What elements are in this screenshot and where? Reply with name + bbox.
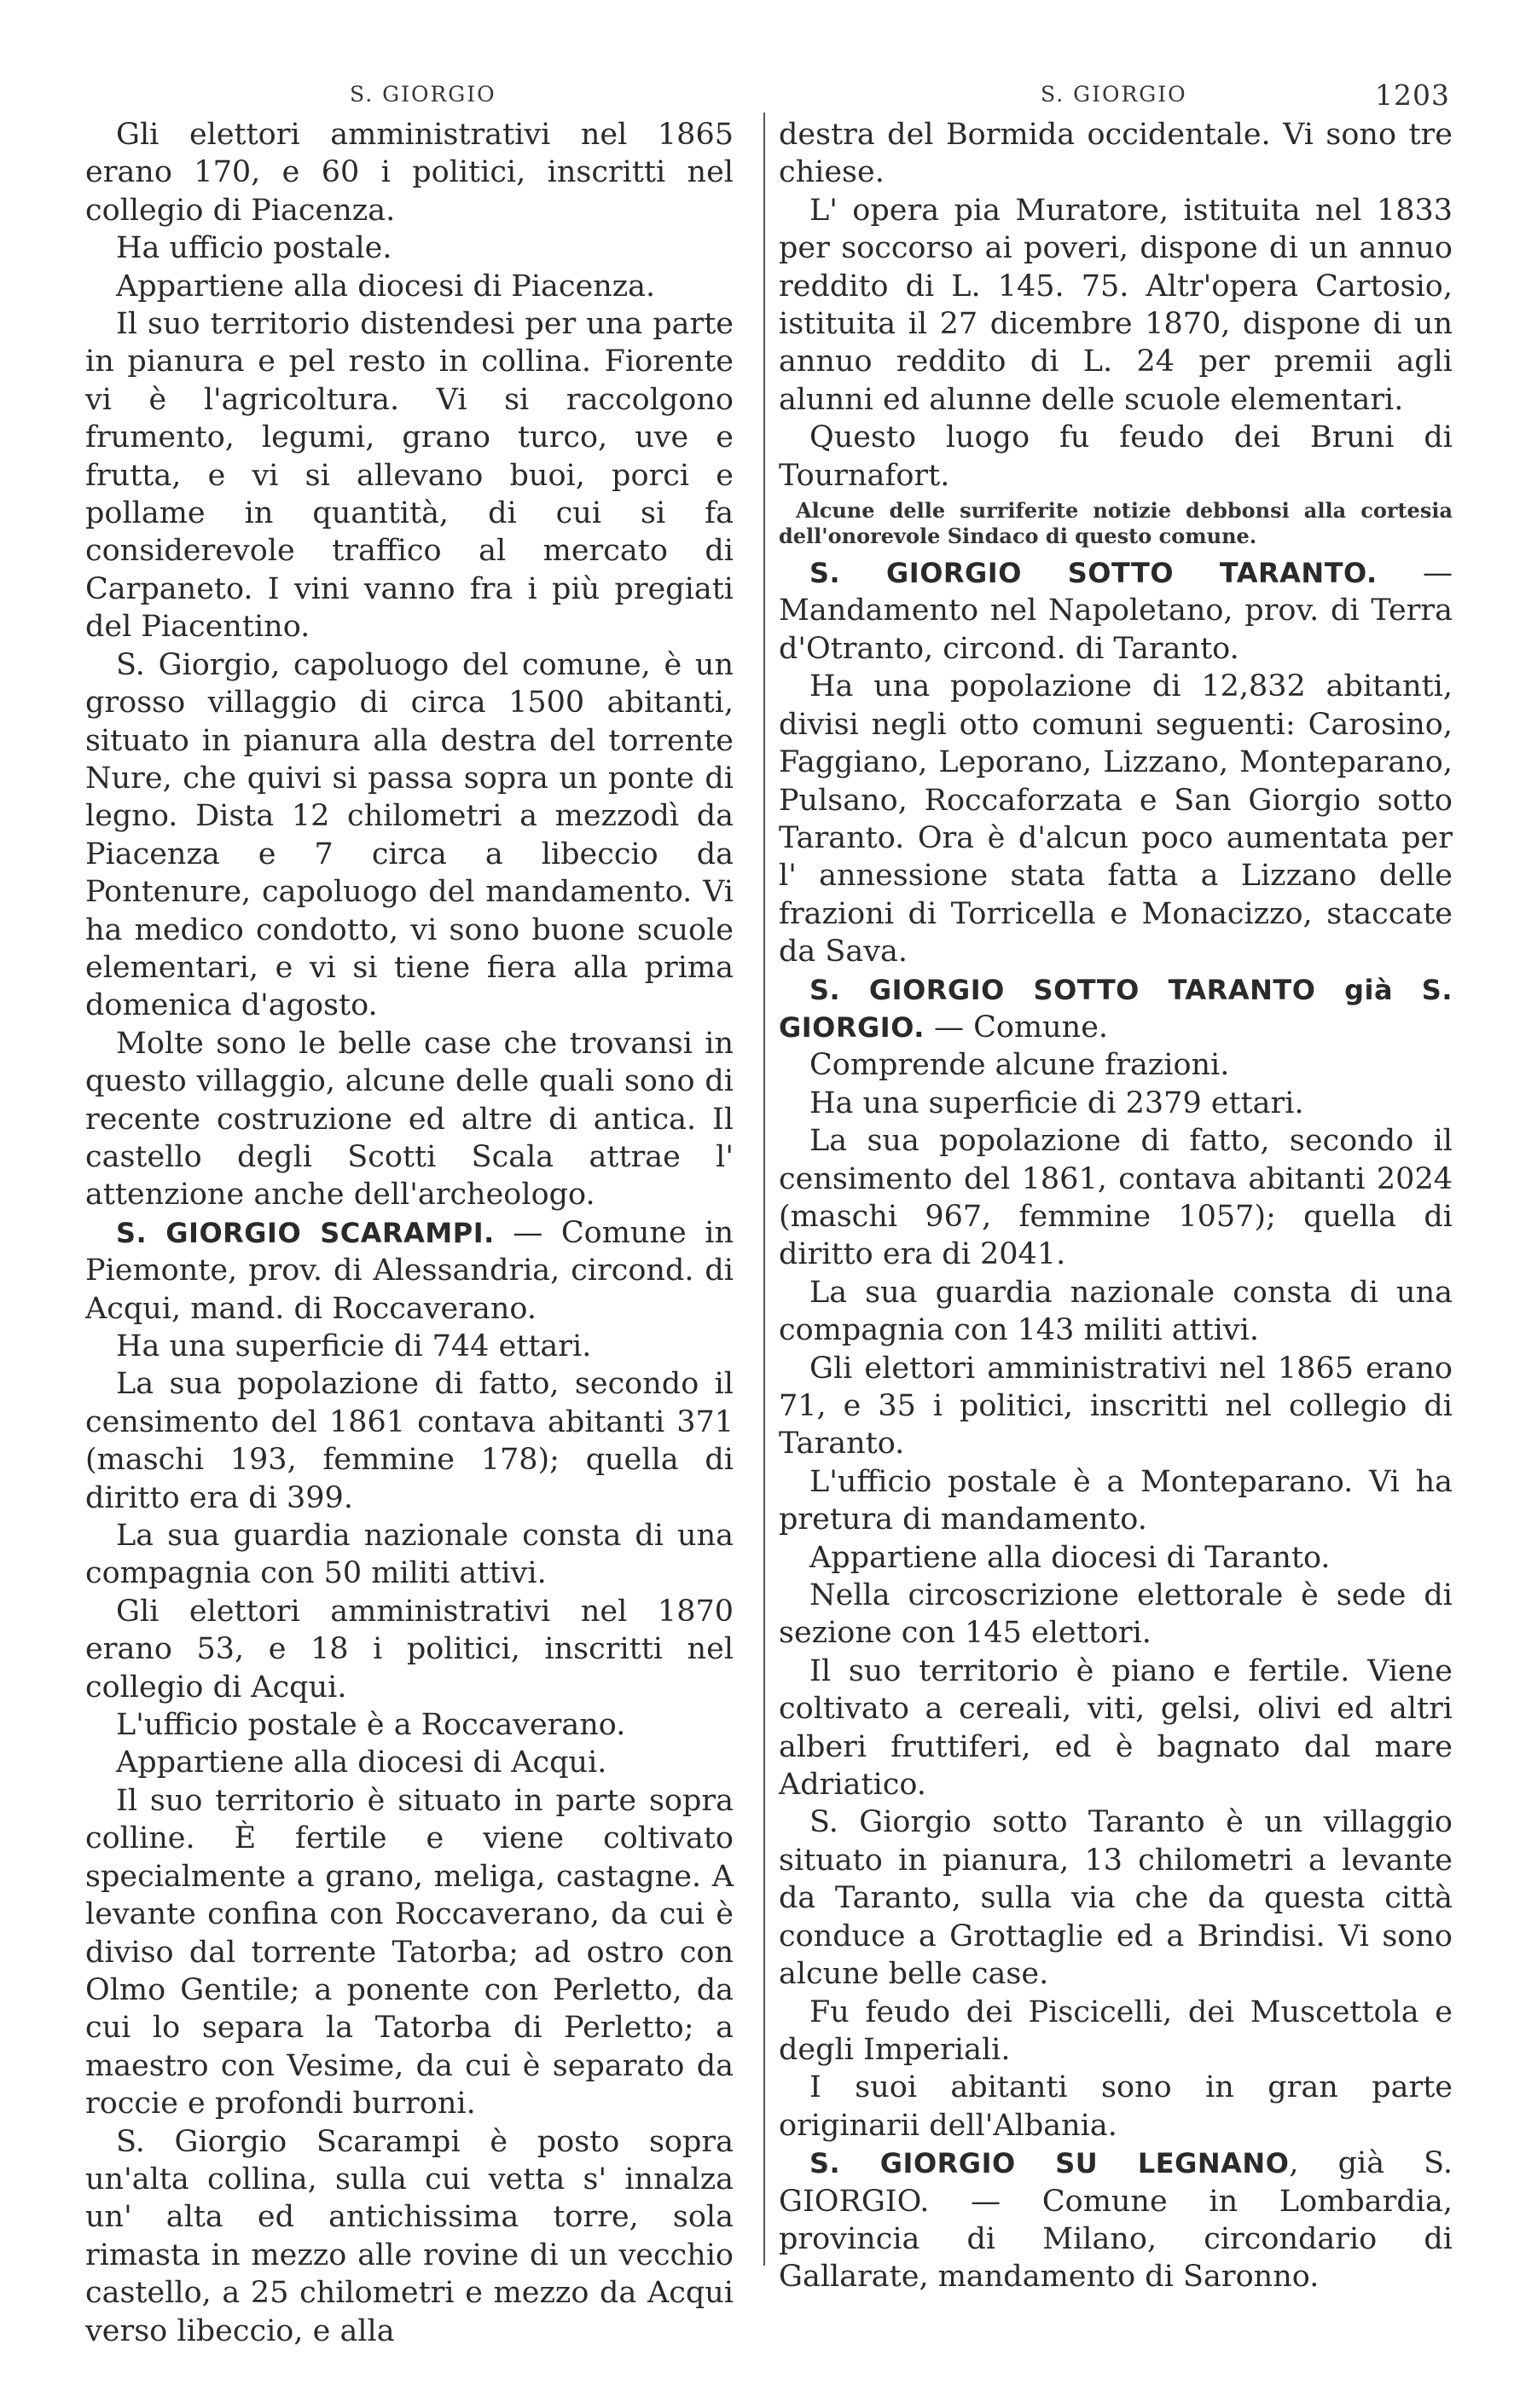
paragraph: S. Giorgio, capoluogo del comune, è un grosso villaggio di circa 1500 abitanti, situato in pianura alla destra del torrente Nure, che quivi si passa sopra un ponte di legno. Dista 12 chilometri a mezzodì da Piacenza e 7 circa a libeccio da Pontenure, capoluogo del mandamento. Vi ha medico condotto, vi sono buone scuole elementari, e vi si tiene fiera alla prima domenica d'agosto.: [85, 647, 734, 1023]
paragraph: La sua popolazione di fatto, secondo il censimento del 1861 contava abitanti 371 (maschi 193, femmine 178); quella di diritto era di 399.: [85, 1367, 734, 1515]
paragraph: Ha una superficie di 744 ettari.: [116, 1329, 592, 1363]
paragraph: Appartiene alla diocesi di Piacenza.: [116, 269, 656, 304]
paragraph: S. Giorgio sotto Taranto è un villaggio situato in pianura, 13 chilometri a levante da Taranto, sulla via che da questa città conduce a Grottaglie ed a Brindisi. Vi sono alcune belle case.: [779, 1805, 1453, 1992]
paragraph-lead: Gli: [116, 118, 189, 152]
entry-heading: S. GIORGIO SU LEGNANO: [809, 2147, 1290, 2180]
paragraph: Ha ufficio postale.: [116, 231, 392, 266]
paragraph-text: — Comune in Piemonte, prov. di Alessandria, circond. di Acqui, mand. di Roccaverano.: [85, 1215, 734, 1326]
paragraph-text: , già S. GIORGIO. — Comune in Lombardia, provincia di Milano, circondario di Gallarate, mandamento di Saronno.: [779, 2146, 1453, 2295]
page-number: 1203: [1375, 78, 1450, 112]
paragraph: I suoi abitanti sono in gran parte originarii dell'Albania.: [779, 2070, 1453, 2143]
paragraph-continued: destra del Bormida occidentale. Vi sono tre chiese.: [779, 118, 1453, 190]
paragraph: Il suo territorio è situato in parte sopra colline. È fertile e viene coltivato specialmente a grano, meliga, castagne. A levante confina con Roccaverano, da cui è diviso dal torrente Tatorba; ad ostro con Olmo Gentile; a ponente con Perletto, da cui lo separa la Tatorba di Perletto; a maestro con Vesime, da cui è separato da roccie e profondi burroni.: [85, 1783, 734, 2121]
paragraph: Appartiene alla diocesi di Taranto.: [809, 1540, 1331, 1575]
entry-paragraph: [779, 971, 1453, 1047]
paragraph: La sua popolazione di fatto, secondo il censimento del 1861, contava abitanti 2024 (maschi 967, femmine 1057); quella di diritto era di 2041.: [779, 1124, 1453, 1272]
left-column: [85, 116, 734, 2350]
paragraph: L'ufficio postale è a Roccaverano.: [116, 1708, 626, 1743]
paragraph: [85, 116, 734, 229]
paragraph: La sua guardia nazionale consta di una compagnia con 143 militi attivi.: [779, 1275, 1453, 1348]
paragraph: Il suo territorio distendesi per una parte in pianura e pel resto in collina. Fiorente vi è l'agricoltura. Vi si raccolgono frumento, legumi, grano turco, uve e frutta, e vi si allevano buoi, porci e pollame in quantità, di cui si fa considerevole traffico al mercato di Carpaneto. I vini vanno fra i più pregiati del Piacentino.: [85, 307, 734, 645]
entry-paragraph: [779, 2145, 1453, 2296]
entry-heading: S. GIORGIO SOTTO TARANTO.: [809, 557, 1378, 590]
paragraph: L'ufficio postale è a Monteparano. Vi ha pretura di mandamento.: [779, 1464, 1453, 1537]
paragraph: Nella circoscrizione elettorale è sede di sezione con 145 elettori.: [779, 1578, 1453, 1651]
paragraph: Appartiene alla diocesi di Acqui.: [116, 1745, 607, 1780]
paragraph: La sua guardia nazionale consta di una compagnia con 50 militi attivi.: [85, 1519, 734, 1591]
paragraph-text: elettori amministrativi nel 1865 erano 170, e 60 i politici, inscritti nel collegio di Piacenza.: [85, 118, 734, 228]
paragraph: Gli elettori amministrativi nel 1865 erano 71, e 35 i politici, inscritti nel collegio di Taranto.: [779, 1351, 1453, 1462]
entry-paragraph: [85, 1214, 734, 1328]
paragraph: Ha una popolazione di 12,832 abitanti, divisi negli otto comuni seguenti: Carosino, Faggiano, Leporano, Lizzano, Monteparano, Pulsano, Roccaforzata e San Giorgio sotto Taranto. Ora è d'alcun poco aumentata per l' annessione stata fatta a Lizzano delle frazioni di Torricella e Monacizzo, staccate da Sava.: [779, 669, 1453, 970]
left-running-head: S. GIORGIO: [350, 82, 496, 107]
entry-heading: S. GIORGIO SOTTO TARANTO già S. GIORGIO.: [779, 973, 1453, 1044]
paragraph: Ha una superficie di 2379 ettari.: [809, 1085, 1304, 1120]
paragraph: Molte sono le belle case che trovansi in questo villaggio, alcune delle quali sono di recente costruzione ed altre di antica. Il castello degli Scotti Scala attrae l' attenzione anche dell'archeologo.: [85, 1026, 734, 1213]
paragraph-text: — Comune.: [924, 1010, 1109, 1045]
right-running-head: S. GIORGIO: [1041, 82, 1187, 107]
right-column: [779, 116, 1453, 2296]
footnote: Alcune delle surriferite notizie debbonsi alla cortesia dell'onorevole Sindaco di questo comune.: [779, 498, 1453, 549]
entry-heading: S. GIORGIO SCARAMPI.: [116, 1216, 495, 1249]
paragraph: Questo luogo fu feudo dei Bruni di Tournafort.: [779, 420, 1453, 493]
paragraph-text: — Mandamento nel Napoletano, prov. di Terra d'Otranto, circond. di Taranto.: [779, 556, 1453, 666]
paragraph: Fu feudo dei Piscicelli, dei Muscettola e degli Imperiali.: [779, 1994, 1453, 2067]
column-divider: [763, 113, 765, 2266]
entry-paragraph: [779, 554, 1453, 668]
paragraph: Il suo territorio è piano e fertile. Viene coltivato a cereali, viti, gelsi, olivi ed altri alberi fruttiferi, ed è bagnato dal mare Adriatico.: [779, 1653, 1453, 1803]
paragraph: Gli elettori amministrativi nel 1870 erano 53, e 18 i politici, inscritti nel collegio di Acqui.: [85, 1594, 734, 1705]
paragraph: Comprende alcune frazioni.: [809, 1048, 1230, 1083]
paragraph: L' opera pia Muratore, istituita nel 1833 per soccorso ai poveri, dispone di un annuo reddito di L. 145. 75. Altr'opera Cartosio, istituita il 27 dicembre 1870, dispone di un annuo reddito di L. 24 per premii agli alunni ed alunne delle scuole elementari.: [779, 193, 1453, 417]
paragraph: S. Giorgio Scarampi è posto sopra un'alta collina, sulla cui vetta s' innalza un' alta ed antichissima torre, sola rimasta in mezzo alle rovine di un vecchio castello, a 25 chilometri e mezzo da Acqui verso libeccio, e alla: [85, 2124, 734, 2348]
